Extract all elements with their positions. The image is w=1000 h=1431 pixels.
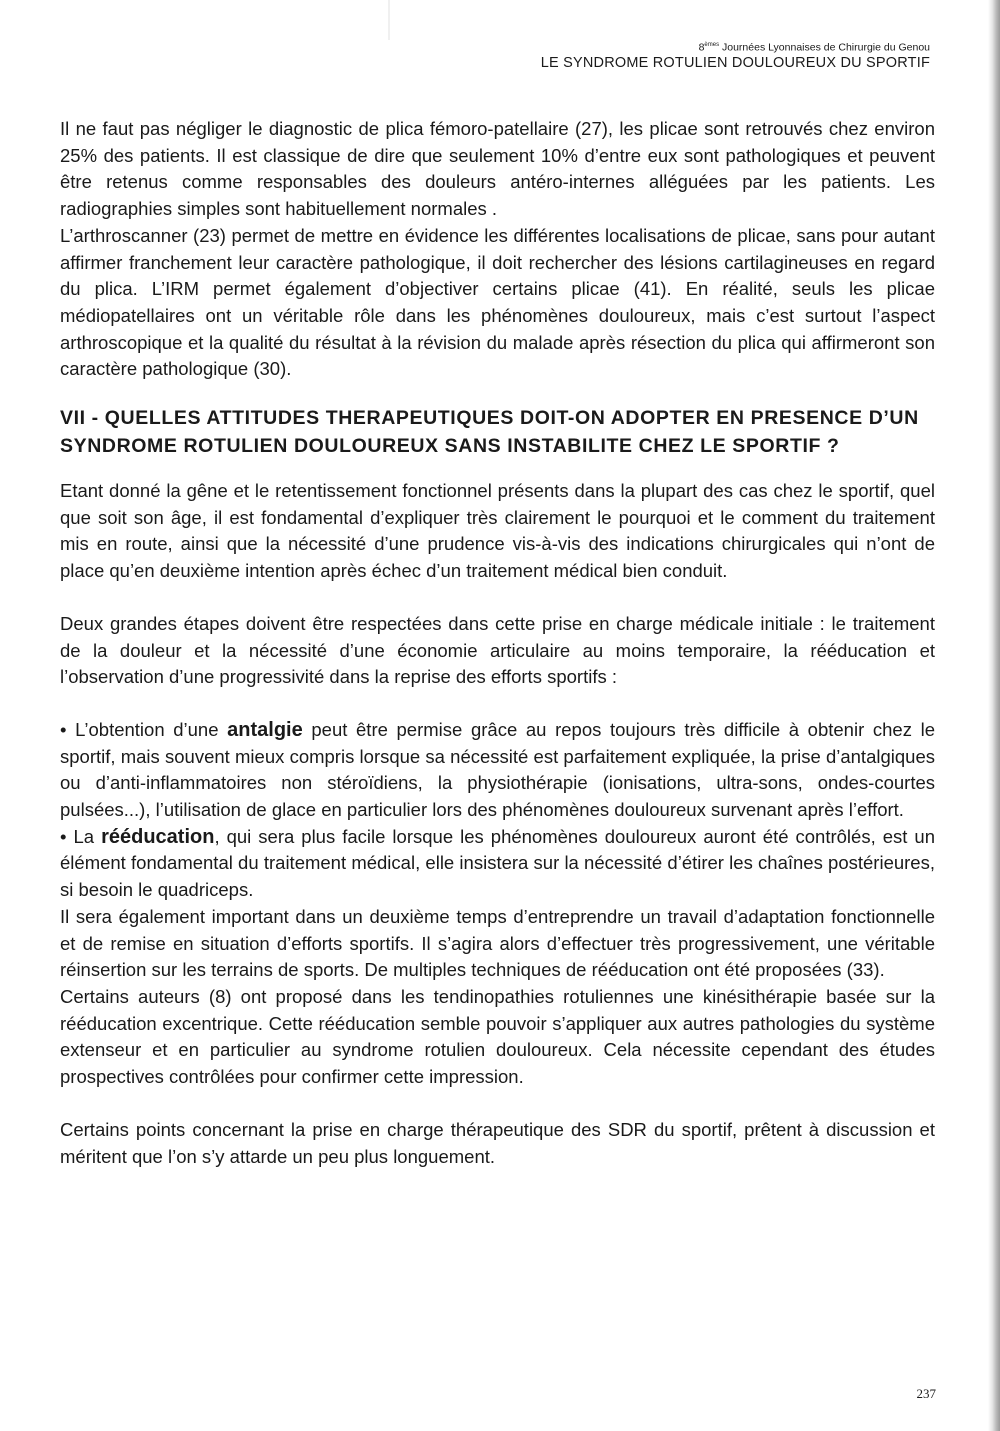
header-event	[541, 39, 930, 55]
header-edition-number: 8	[698, 41, 705, 54]
page-number: 237	[916, 1386, 936, 1401]
paragraph-eccentric: Certains auteurs (8) ont proposé dans les tendinopathies rotuliennes une kinésithérapie basée sur la rééducation excentrique. Cette rééducation semble pouvoir s’appliquer aux autres pathologies du système extenseur et en particulier au syndrome rotulien douloureux. Cela nécessite cependant des études prospectives contrôlées pour confirmer cette impression.	[60, 985, 935, 1088]
paragraph-adaptation: Il sera également important dans un deuxième temps d’entreprendre un travail d’adaptation fonctionnelle et de remise en situation d’efforts sportifs. Il s’agira alors d’effectuer très progressivement, une véritable réinsertion sur les terrains de sports. De multiples techniques de rééducation ont été proposées (33).	[60, 905, 935, 981]
header-edition-suffix: èmes	[704, 42, 720, 48]
paragraph-two-steps: Deux grandes étapes doivent être respectées dans cette prise en charge médicale initiale : le traitement de la douleur et la nécessité d’une économie articulaire au moins temporaire, la rééducation et l’observation d’une progressivité dans la reprise des efforts sportifs :	[60, 612, 935, 688]
bullet-antalgie-keyword: antalgie	[227, 718, 303, 741]
paragraph-arthroscanner: L’arthroscanner (23) permet de mettre en évidence les différentes localisations de plicae, sans pour autant affirmer franchement leur caractère pathologique, il doit rechercher des lésions cartilagineuses en regard du plica. L’IRM permet également d’objectiver certains plicae (41). En réalité, seuls les plicae médiopatellaires ont un véritable rôle dans les phénomènes douloureux, mais c’est surtout l’aspect arthroscopique et la qualité du résultat à la révision du malade après résection du plica qui affirmeront son caractère pathologique (30).	[60, 224, 935, 380]
bullet-antalgie-intro: • L’obtention d’une	[60, 718, 228, 740]
bullet-reeducation-keyword: rééducation	[101, 825, 215, 848]
paragraph-plica-diagnosis: Il ne faut pas négliger le diagnostic de plica fémoro-patellaire (27), les plicae sont retrouvés chez environ 25% des patients. Il est classique de dire que seulement 10% d’entre eux sont pathologiques et peuvent être retenus comme responsables des douleurs antéro-internes alléguées par les patients. Les radiographies simples sont habituellement normales .	[60, 118, 935, 220]
paragraph-intro-treatment: Etant donné la gêne et le retentissement fonctionnel présents dans la plupart des cas chez le sportif, quel que soit son âge, il est fondamental d’expliquer très clairement le pourquoi et le comment du traitement mis en route, ainsi que la nécessité d’une prudence vis-à-vis des indications chirurgicales qui n’ont de place qu’en deuxième intention après échec d’un traitement médical bien conduit.	[60, 480, 935, 582]
bullet-antalgie-text: peut être permise grâce au repos toujours très difficile à obtenir chez le sportif, mais souvent mieux compris lorsque sa nécessité est parfaitement expliquée, la prise d’antalgiques ou d’anti-inflammatoires non stéroïdiens, la physiothérapie (ionisations, ultra-sons, ondes-courtes pulsées...), l’utilisation de glace en particulier lors des phénomènes douloureux survenant après l’effort.	[60, 718, 935, 821]
bullet-reeducation-intro: • La	[60, 825, 102, 847]
bullet-reeducation	[60, 824, 935, 904]
bullet-reeducation-text: , qui sera plus facile lorsque les phénomènes douloureux auront été contrôlés, est un élément fondamental du traitement médical, elle insistera sur la nécessité d’étirer les chaînes postérieures, si besoin le quadriceps.	[60, 825, 935, 901]
header-subject: LE SYNDROME ROTULIEN DOULOUREUX DU SPORTIF	[540, 54, 930, 71]
page-body	[60, 116, 935, 1170]
scan-mark	[388, 0, 390, 40]
page-edge-shadow	[988, 0, 1000, 1431]
bullet-antalgie	[60, 717, 935, 824]
running-header	[541, 39, 930, 72]
paragraph-discussion: Certains points concernant la prise en charge thérapeutique des SDR du sportif, prêtent à discussion et méritent que l’on s’y attarde un peu plus longuement.	[60, 1118, 935, 1167]
header-event-name: Journées Lyonnaises de Chirurgie du Genou	[722, 41, 930, 54]
section-heading: VII - QUELLES ATTITUDES THERAPEUTIQUES DOIT-ON ADOPTER EN PRESENCE D’UN SYNDROME ROTULIEN DOULOUREUX SANS INSTABILITE CHEZ LE SPORTIF ?	[60, 407, 919, 458]
